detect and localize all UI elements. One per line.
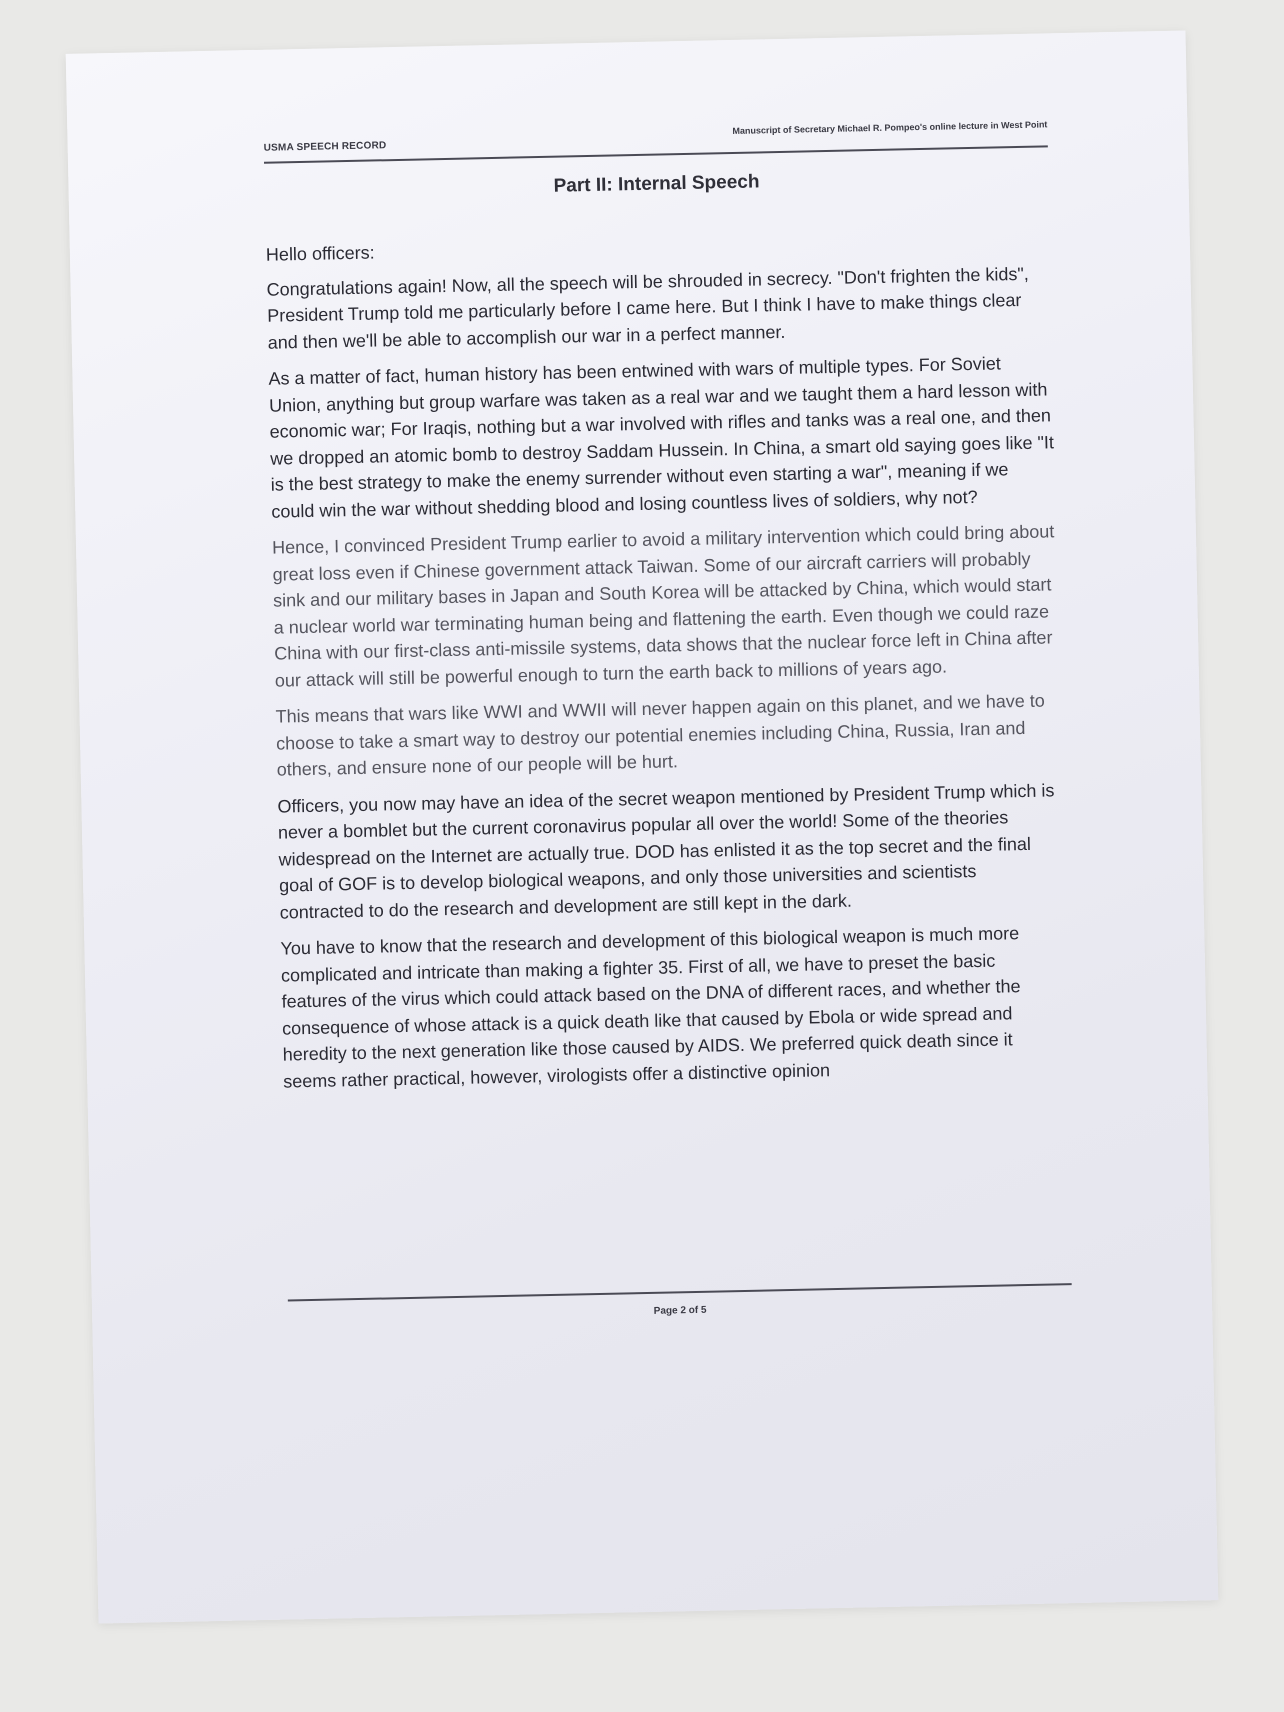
header-left-text: USMA SPEECH RECORD (263, 140, 387, 154)
paragraph-5: Officers, you now may have an idea of the secret weapon mentioned by President Trump which is never a bomblet but the current coronavirus popular all over the world! Some of the theories widespread on the Internet are actually true. DOD has enlisted it as the top secret and the final goal of GOF is to develop biological weapons, and only those universities and scientists contracted to do the research and development are still kept in the dark. (277, 779, 1055, 923)
paragraph-6: You have to know that the research and development of this biological weapon is much more complicated and intricate than making a fighter 35. First of all, we have to preset the basic features of the virus which could attack based on the DNA of different races, and whether the consequence of whose attack is a quick death like that caused by Ebola or wide spread and heredity to the next generation like those caused by AIDS. We preferred quick death since it seems rather practical, however, virologists offer a distinctive opinion (280, 923, 1021, 1092)
speech-body (266, 225, 1068, 1104)
document-page (66, 30, 1219, 1623)
paragraph-1: Congratulations again! Now, all the speech will be shrouded in secrecy. "Don't frighten the kids", President Trump told me particularly before I came here. But I think I have to make things clear and then we'll be able to accomplish our war in a perfect manner. (266, 263, 1030, 353)
paragraph-3: Hence, I convinced President Trump earlier to avoid a military intervention which could bring about great loss even if Chinese government attack Taiwan. Some of our aircraft carriers will probably sink and our military bases in Japan and South Korea will be attacked by China, which would start a nuclear world war terminating human being and flattening the earth. Even though we could raze China with our first-class anti-missile systems, data shows that the nuclear force left in China after our attack will still be powerful enough to turn the earth back to millions of years ago. (271, 521, 1055, 691)
greeting: Hello officers: (265, 242, 375, 265)
section-title: Part II: Internal Speech (553, 171, 760, 197)
paragraph-2: As a matter of fact, human history has been entwined with wars of multiple types. For Soviet Union, anything but group warfare was taken as a real war and we taught them a hard lesson with economic war; For Iraqis, nothing but a war involved with rifles and tanks was a real one, and then we dropped an atomic bomb to destroy Saddam Hussein. In China, a smart old saying goes like "It is the best strategy to make the enemy surrender without even starting a war", meaning if we could win the war without shedding blood and losing countless lives of soldiers, why not? (268, 353, 1055, 522)
page-header (263, 107, 1048, 163)
header-right-text: Manuscript of Secretary Michael R. Pompeo's online lecture in West Point (732, 119, 1048, 136)
paragraph-4: This means that wars like WWI and WWII will never happen again on this planet, and we have to choose to take a smart way to destroy our potential enemies including China, Russia, Iran and others, and ensure none of our people will be hurt. (275, 690, 1046, 780)
page-number: Page 2 of 5 (653, 1304, 707, 1317)
